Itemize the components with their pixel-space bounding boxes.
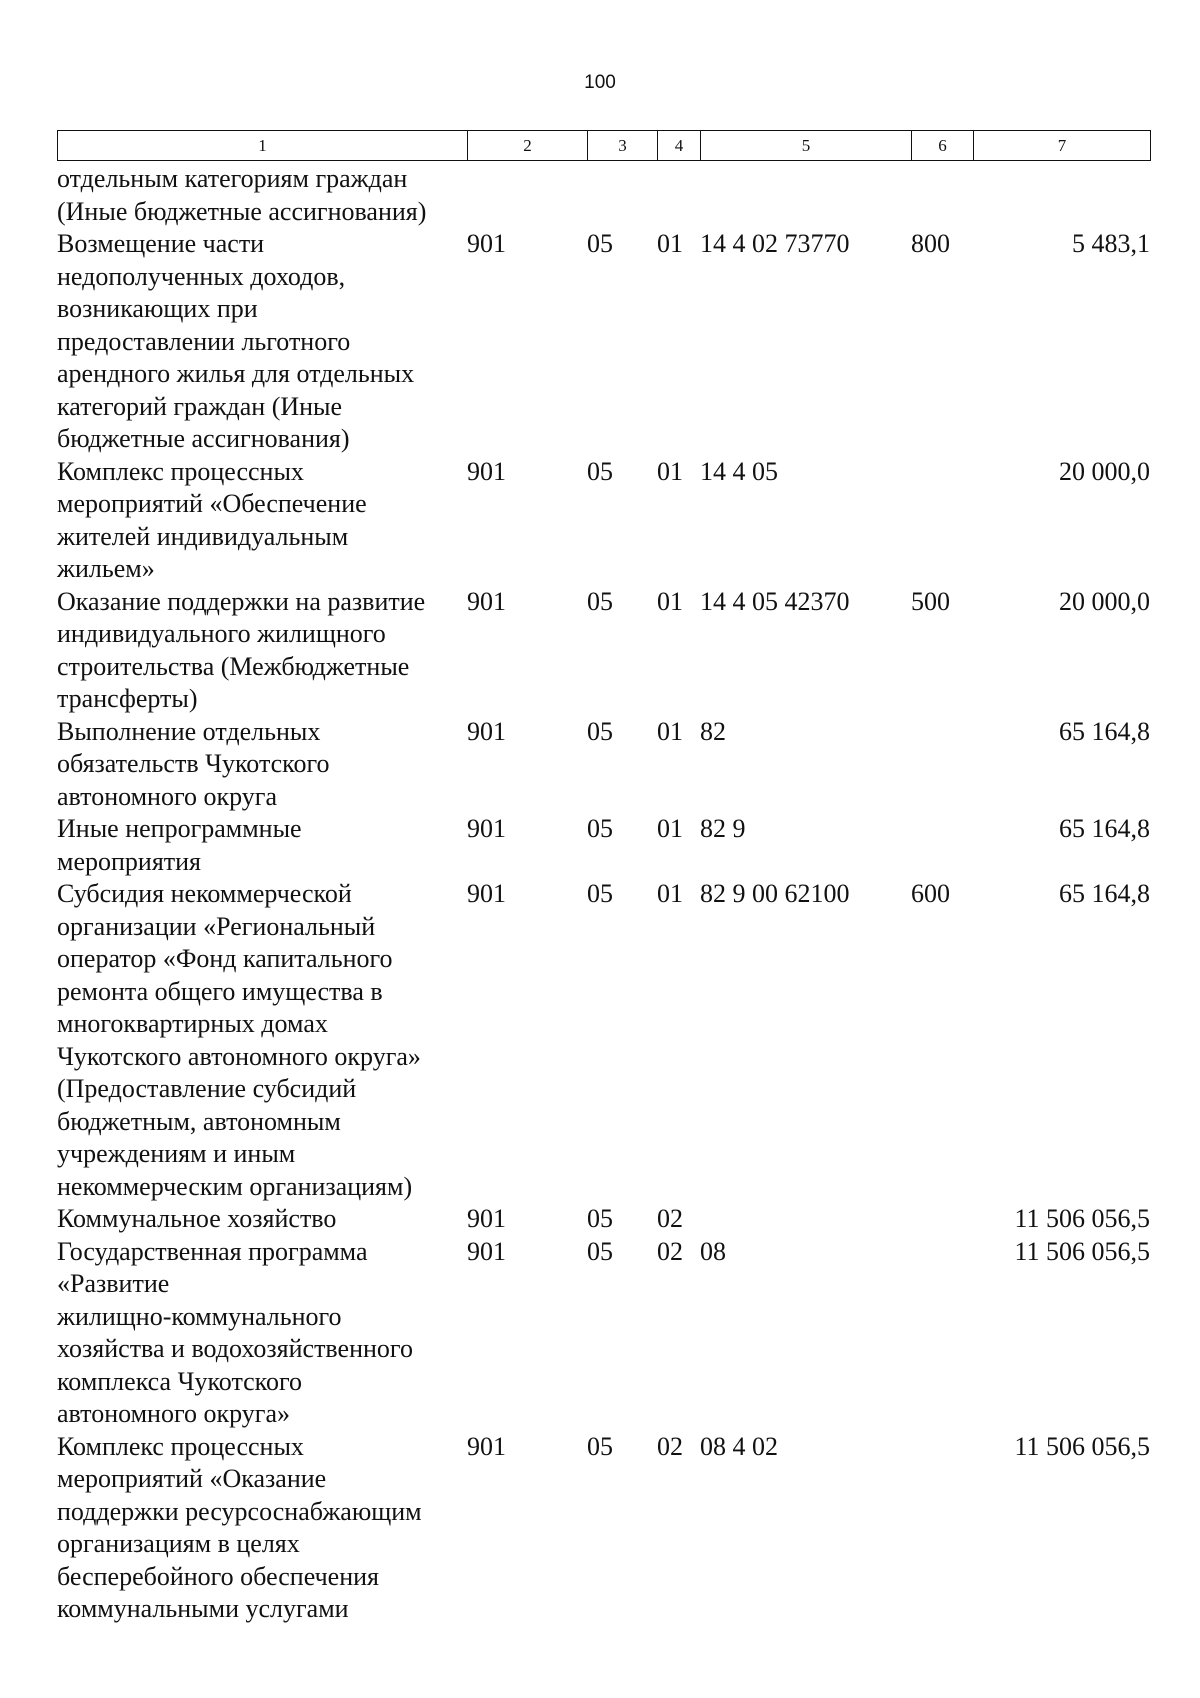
column-number-header bbox=[57, 130, 1151, 161]
row-grbs: 901 bbox=[467, 586, 506, 616]
table-row bbox=[57, 228, 1150, 456]
row-grbs: 901 bbox=[467, 1204, 506, 1233]
row-grbs: 901 bbox=[467, 456, 506, 486]
row-expense-type bbox=[911, 813, 973, 878]
row-amount: 65 164,8 bbox=[1059, 814, 1150, 843]
row-target-article: 82 9 bbox=[700, 814, 746, 843]
row-expense-type: 500 bbox=[911, 586, 950, 616]
table-row bbox=[57, 456, 1150, 586]
header-col-5: 5 bbox=[701, 131, 912, 161]
row-target-article: 08 bbox=[700, 1236, 726, 1266]
header-col-4: 4 bbox=[658, 131, 701, 161]
row-target-article: 82 bbox=[700, 716, 726, 746]
row-grbs: 901 bbox=[467, 879, 506, 908]
row-name: Комплекс процессных мероприятий «Оказание поддержки ресурсоснабжающим организациям в целях бесперебойного обеспечения коммунальными услугами bbox=[57, 1431, 422, 1623]
budget-table-body bbox=[57, 163, 1150, 1626]
row-section: 05 bbox=[587, 879, 613, 908]
row-amount: 5 483,1 bbox=[1072, 229, 1150, 258]
row-section: 05 bbox=[587, 814, 613, 843]
row-section: 05 bbox=[587, 456, 613, 486]
row-name: Оказание поддержки на развитие индивидуального жилищного строительства (Межбюджетные трансферты) bbox=[57, 586, 426, 713]
row-amount: 11 506 056,5 bbox=[1014, 1204, 1150, 1233]
row-target-article: 14 4 05 bbox=[700, 456, 778, 486]
row-subsection: 01 bbox=[657, 716, 683, 746]
row-amount: 11 506 056,5 bbox=[1014, 1431, 1150, 1461]
row-section: 05 bbox=[587, 229, 613, 258]
row-target-article: 08 4 02 bbox=[700, 1431, 778, 1461]
row-target-article: 82 9 00 62100 bbox=[700, 879, 850, 908]
row-section: 05 bbox=[587, 1431, 613, 1461]
row-name: отдельным категориям граждан (Иные бюджетные ассигнования) bbox=[57, 164, 427, 226]
table-row bbox=[57, 813, 1150, 878]
row-name: Выполнение отдельных обязательств Чукотского автономного округа bbox=[57, 716, 330, 811]
row-expense-type bbox=[911, 716, 973, 814]
row-target-article bbox=[700, 163, 911, 228]
header-row bbox=[58, 131, 1151, 161]
row-expense-type bbox=[911, 1431, 973, 1626]
header-col-1: 1 bbox=[58, 131, 468, 161]
row-name: Коммунальное хозяйство bbox=[57, 1204, 337, 1233]
row-expense-type: 600 bbox=[911, 879, 950, 908]
table-row bbox=[57, 1431, 1150, 1626]
row-amount bbox=[973, 163, 1150, 228]
table-row bbox=[57, 1236, 1150, 1431]
row-grbs: 901 bbox=[467, 1236, 506, 1266]
row-expense-type bbox=[911, 1203, 973, 1236]
table-row bbox=[57, 716, 1150, 814]
table-row bbox=[57, 878, 1150, 1203]
row-amount: 65 164,8 bbox=[1059, 716, 1150, 746]
row-subsection: 01 bbox=[657, 229, 683, 258]
row-name: Субсидия некоммерческой организации «Региональный оператор «Фонд капитального ремонта общего имущества в многоквартирных домах Чукотского автономного округа» (Предоставление субсидий бюджетным, автономным учреждениям и иным некоммерческим организациям) bbox=[57, 879, 421, 1201]
header-col-2: 2 bbox=[468, 131, 588, 161]
table-row bbox=[57, 586, 1150, 716]
row-section: 05 bbox=[587, 1204, 613, 1233]
row-name: Государственная программа «Развитие жилищно-коммунального хозяйства и водохозяйственного комплекса Чукотского автономного округа» bbox=[57, 1236, 413, 1428]
header-col-7: 7 bbox=[974, 131, 1151, 161]
row-subsection bbox=[657, 163, 700, 228]
row-target-article: 14 4 02 73770 bbox=[700, 229, 850, 258]
row-expense-type: 800 bbox=[911, 229, 950, 258]
row-grbs: 901 bbox=[467, 229, 506, 258]
row-amount: 11 506 056,5 bbox=[1014, 1236, 1150, 1266]
row-section: 05 bbox=[587, 716, 613, 746]
row-expense-type bbox=[911, 163, 973, 228]
row-amount: 20 000,0 bbox=[1059, 456, 1150, 486]
row-subsection: 02 bbox=[657, 1204, 683, 1233]
table-row bbox=[57, 163, 1150, 228]
row-target-article bbox=[700, 1203, 911, 1236]
row-target-article: 14 4 05 42370 bbox=[700, 586, 850, 616]
row-name: Комплекс процессных мероприятий «Обеспечение жителей индивидуальным жильем» bbox=[57, 456, 367, 583]
row-expense-type bbox=[911, 1236, 973, 1431]
budget-table bbox=[57, 163, 1150, 1626]
row-amount: 20 000,0 bbox=[1059, 586, 1150, 616]
row-grbs bbox=[467, 163, 587, 228]
row-grbs: 901 bbox=[467, 1431, 506, 1461]
row-subsection: 01 bbox=[657, 814, 683, 843]
row-subsection: 01 bbox=[657, 879, 683, 908]
table-row bbox=[57, 1203, 1150, 1236]
row-name: Возмещение части недополученных доходов, возникающих при предоставлении льготного арендного жилья для отдельных категорий граждан (Иные бюджетные ассигнования) bbox=[57, 229, 415, 453]
row-grbs: 901 bbox=[467, 716, 506, 746]
row-section: 05 bbox=[587, 586, 613, 616]
row-subsection: 01 bbox=[657, 586, 683, 616]
header-col-3: 3 bbox=[588, 131, 658, 161]
row-subsection: 02 bbox=[657, 1236, 683, 1266]
row-subsection: 01 bbox=[657, 456, 683, 486]
row-section bbox=[587, 163, 657, 228]
page-number: 100 bbox=[584, 72, 616, 93]
row-subsection: 02 bbox=[657, 1431, 683, 1461]
row-name: Иные непрограммные мероприятия bbox=[57, 814, 302, 876]
row-grbs: 901 bbox=[467, 814, 506, 843]
header-col-6: 6 bbox=[912, 131, 974, 161]
row-expense-type bbox=[911, 456, 973, 586]
row-section: 05 bbox=[587, 1236, 613, 1266]
row-amount: 65 164,8 bbox=[1059, 879, 1150, 908]
